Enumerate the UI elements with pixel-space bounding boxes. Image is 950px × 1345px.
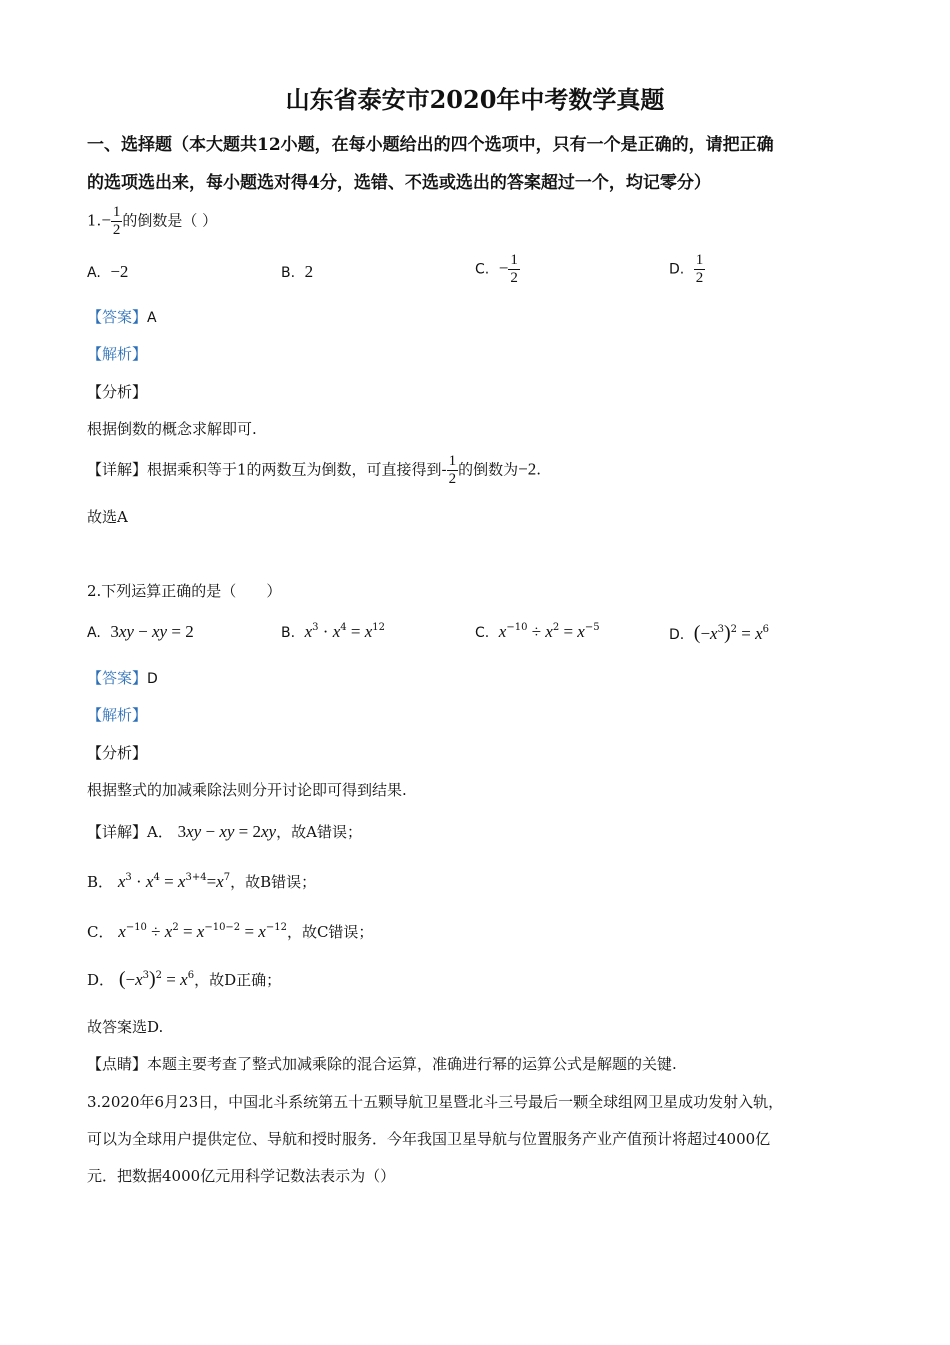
q2-point: 【点睛】本题主要考查了整式加减乘除的混合运算，准确进行幂的运算公式是解题的关键. (87, 1055, 677, 1073)
section-heading-line2: 的选项选出来，每小题选对得4分，选错、不选或选出的答案超过一个，均记零分） (87, 173, 711, 193)
q2-detail-b: B． $x^3 \cdot x^4 = x^{3+4}=x^7$，故B错误； (87, 872, 317, 891)
q2-option-a: A. 3xy − xy = 2 (87, 622, 194, 641)
q1-option-b: B. 2 (281, 262, 314, 281)
question-2-stem: 2.下列运算正确的是（ ） (87, 582, 282, 600)
q2-fenxi-tag: 【分析】 (87, 744, 148, 762)
q1-analysis-tag: 【解析】 (87, 345, 148, 363)
q1-fenxi: 根据倒数的概念求解即可. (87, 420, 257, 438)
question-3-line1: 3.2020年6月23日，中国北斗系统第五十五颗导航卫星暨北斗三号最后一颗全球组网卫星成功发射入轨， (87, 1093, 784, 1111)
q1-conclusion: 故选A (87, 508, 128, 526)
q2-detail-d: D． $(-x^3)^2 = x^6$，故D正确； (87, 968, 282, 990)
section-heading-line1: 一、选择题（本大题共12小题，在每小题给出的四个选项中，只有一个是正确的，请把正确 (87, 135, 774, 155)
q2-answer: 【答案】D (87, 669, 158, 687)
q2-analysis-tag: 【解析】 (87, 706, 148, 724)
q2-option-b: B. $x^3 \cdot x^4 = x^{12}$ (281, 622, 385, 641)
question-1-stem (87, 204, 217, 239)
q1-option-c: C. − $\frac{1}{2}$ (475, 252, 518, 286)
q2-detail-a: 【详解】A． 3xy − xy = 2xy，故A错误； (87, 822, 362, 841)
q2-option-c: C. $x^{-10} \div x^2 = x^{-5}$ (475, 622, 600, 641)
question-number: 1. (87, 211, 102, 230)
question-3-line3: 元．把数据4000亿元用科学记数法表示为（） (87, 1167, 396, 1185)
q2-option-d: D. $(-x^3)^2 = x^6$ (669, 622, 770, 644)
question-suffix: 的倒数是（ ） (122, 211, 218, 230)
question-3-line2: 可以为全球用户提供定位、导航和授时服务．今年我国卫星导航与位置服务产业产值预计将超过4000亿 (87, 1130, 771, 1148)
q1-fenxi-tag: 【分析】 (87, 383, 148, 401)
q1-option-d: D. $\frac{1}{2}$ (669, 252, 704, 286)
fraction: $\frac{1}{2}$ (112, 204, 121, 238)
q1-option-a: A. −2 (87, 262, 129, 281)
q2-detail-c: C． $x^{-10} \div x^2 = x^{-10-2} = x^{-12}$，故C错误； (87, 922, 374, 941)
page-title: 山东省泰安市2020年中考数学真题 (285, 85, 665, 114)
q2-fenxi: 根据整式的加减乘除法则分开讨论即可得到结果. (87, 781, 407, 799)
minus-sign: − (101, 210, 111, 230)
q1-answer: 【答案】A (87, 308, 157, 326)
q2-conclusion: 故答案选D. (87, 1018, 164, 1036)
q1-detail: 【详解】根据乘积等于1的两数互为倒数，可直接得到- $\frac{1}{2}$ 的倒数为−2. (87, 453, 542, 487)
